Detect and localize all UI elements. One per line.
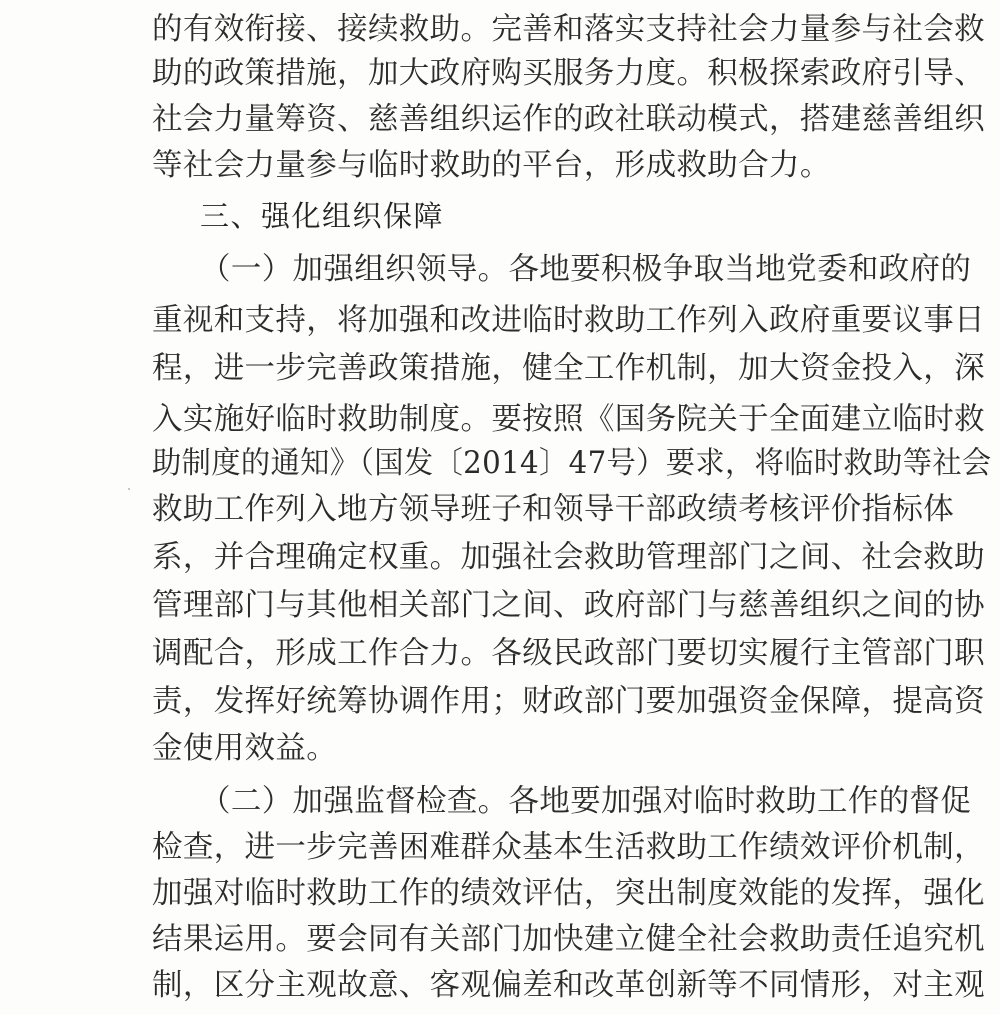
paragraph-line: 社会力量筹资、慈善组织运作的政社联动模式，搭建慈善组织 (152, 102, 985, 137)
paragraph-line: 金使用效益。 (152, 731, 338, 766)
paragraph-line: 的有效衔接、接续救助。完善和落实支持社会力量参与社会救 (152, 12, 985, 47)
paragraph-line: 救助工作列入地方领导班子和领导干部政绩考核评价指标体 (152, 492, 955, 527)
paragraph-line: 检查，进一步完善困难群众基本生活救助工作绩效评价机制， (152, 830, 985, 865)
paragraph-line: 程，进一步完善政策措施，健全工作机制，加大资金投入，深 (152, 351, 985, 386)
paragraph-line: 重视和支持，将加强和改进临时救助工作列入政府重要议事日 (152, 303, 985, 338)
paragraph-line: 制，区分主观故意、客观偏差和改革创新等不同情形，对主观 (152, 968, 985, 1003)
scan-speck (128, 488, 130, 490)
paragraph-line: 入实施好临时救助制度。要按照《国务院关于全面建立临时救 (152, 402, 985, 437)
paragraph-line: 加强对临时救助工作的绩效评估，突出制度效能的发挥，强化 (152, 876, 985, 911)
paragraph-line: 等社会力量参与临时救助的平台，形成救助合力。 (152, 148, 831, 183)
subsection-heading-line: （二）加强监督检查。各地要加强对临时救助工作的督促 (200, 784, 972, 819)
paragraph-line: 系，并合理确定权重。加强社会救助管理部门之间、社会救助 (152, 540, 985, 575)
paragraph-line: 管理部门与其他相关部门之间、政府部门与慈善组织之间的协 (152, 588, 985, 623)
paragraph-line: 调配合，形成工作合力。各级民政部门要切实履行主管部门职 (152, 636, 985, 671)
paragraph-line: 助制度的通知》（国发〔2014〕47号）要求，将临时救助等社会 (152, 446, 992, 481)
paragraph-line: 结果运用。要会同有关部门加快建立健全社会救助责任追究机 (152, 922, 985, 957)
subsection-heading-line: （一）加强组织领导。各地要积极争取当地党委和政府的 (200, 252, 972, 287)
section-heading: 三、强化组织保障 (200, 199, 445, 233)
paragraph-line: 责，发挥好统筹协调作用；财政部门要加强资金保障，提高资 (152, 684, 985, 719)
paragraph-line: 助的政策措施，加大政府购买服务力度。积极探索政府引导、 (152, 56, 985, 91)
